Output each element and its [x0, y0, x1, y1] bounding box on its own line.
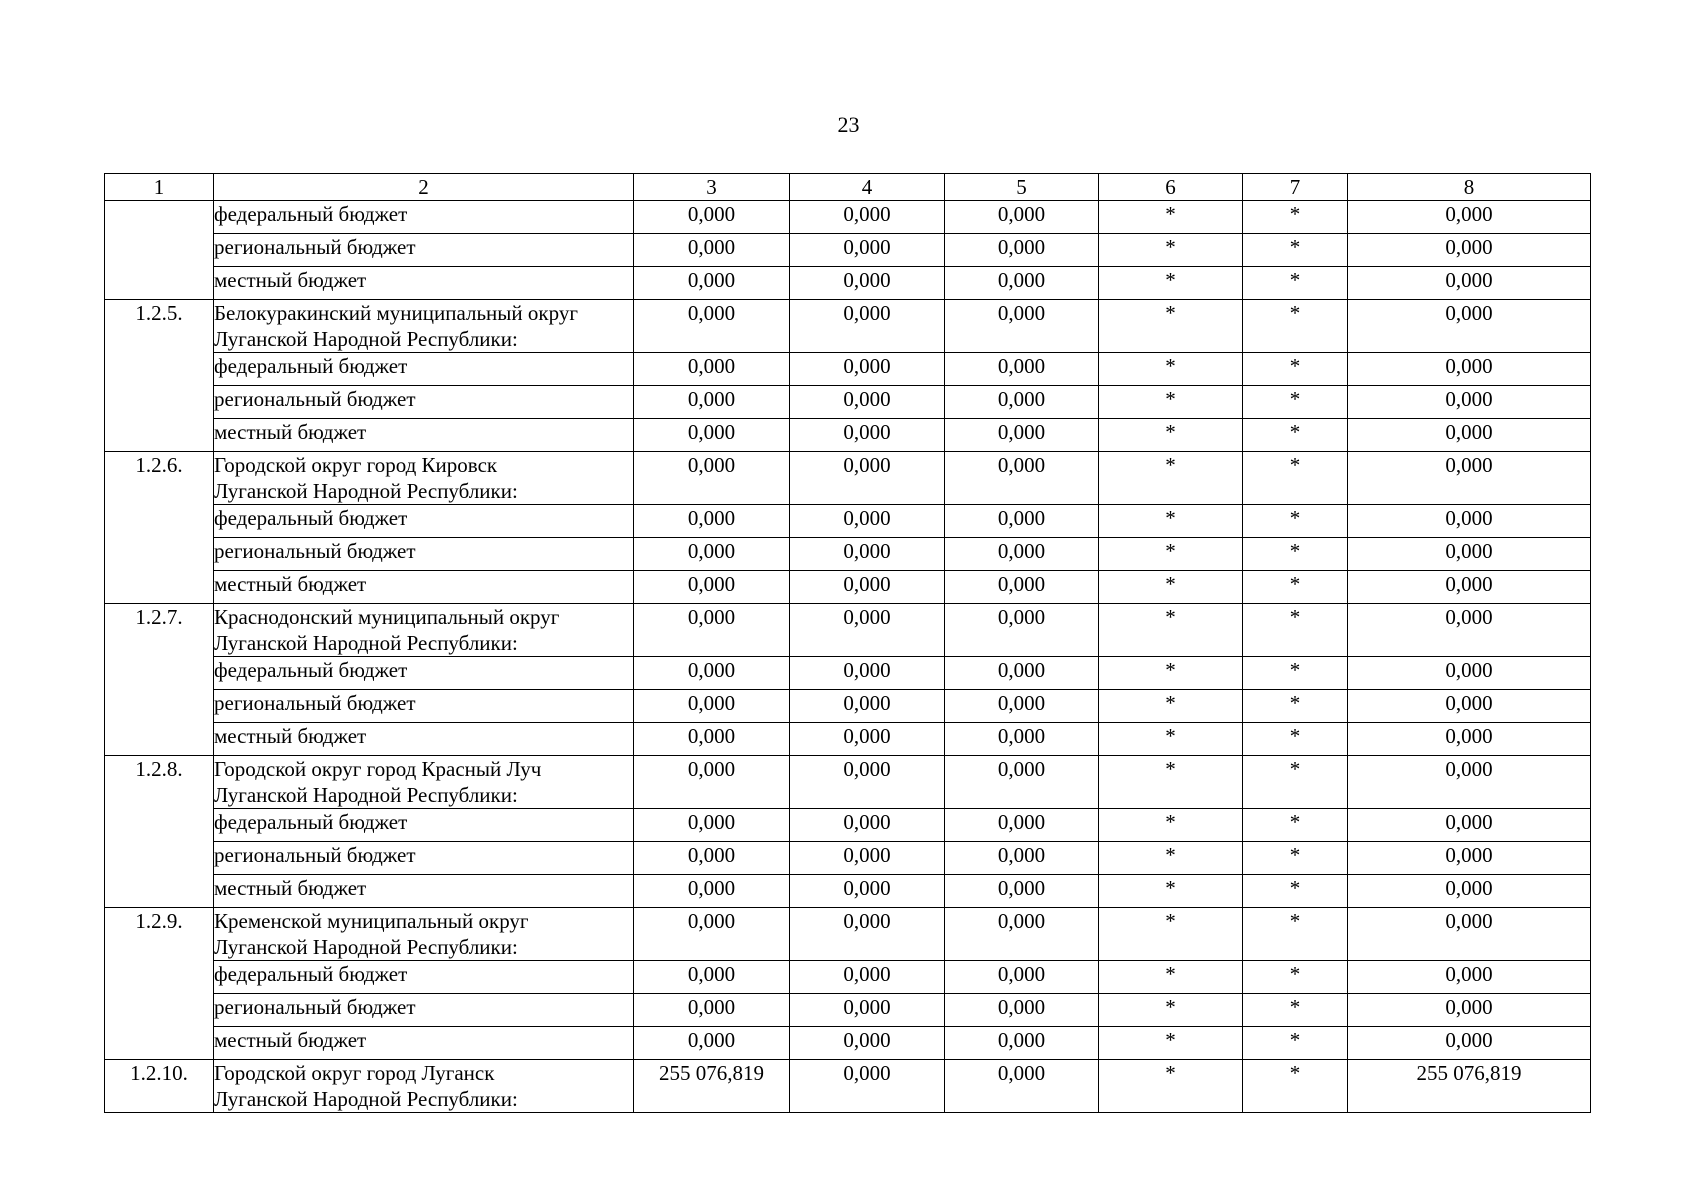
value-cell: 0,000	[790, 1027, 945, 1060]
row-name-cell: федеральный бюджет	[214, 961, 634, 994]
value-cell: *	[1099, 809, 1243, 842]
value-cell: 0,000	[790, 452, 945, 505]
row-number-cell: 1.2.5.	[105, 300, 214, 452]
value-cell: 0,000	[1348, 452, 1591, 505]
value-cell: 0,000	[634, 353, 790, 386]
value-cell: *	[1099, 452, 1243, 505]
row-name-cell: региональный бюджет	[214, 690, 634, 723]
value-cell: 0,000	[945, 809, 1099, 842]
row-name-cell: местный бюджет	[214, 267, 634, 300]
value-cell: 0,000	[634, 604, 790, 657]
value-cell: *	[1099, 842, 1243, 875]
row-name-line: Луганской Народной Республики:	[214, 1087, 518, 1111]
value-cell: 0,000	[1348, 538, 1591, 571]
table-row	[105, 1027, 1591, 1060]
value-cell: 0,000	[945, 604, 1099, 657]
value-cell: *	[1243, 723, 1348, 756]
value-cell: 0,000	[634, 452, 790, 505]
value-cell: 0,000	[790, 961, 945, 994]
row-name-cell: федеральный бюджет	[214, 353, 634, 386]
table-row	[105, 908, 1591, 961]
table-row	[105, 505, 1591, 538]
row-name-cell: местный бюджет	[214, 1027, 634, 1060]
value-cell: 0,000	[790, 994, 945, 1027]
value-cell: *	[1099, 419, 1243, 452]
value-cell: *	[1099, 908, 1243, 961]
value-cell: 0,000	[1348, 961, 1591, 994]
column-header: 8	[1348, 174, 1591, 201]
row-name-cell	[214, 604, 634, 657]
value-cell: 0,000	[945, 657, 1099, 690]
value-cell: *	[1099, 1060, 1243, 1113]
value-cell: *	[1099, 353, 1243, 386]
value-cell: *	[1099, 875, 1243, 908]
value-cell: 0,000	[790, 908, 945, 961]
value-cell: *	[1099, 1027, 1243, 1060]
table-row	[105, 538, 1591, 571]
value-cell: 255 076,819	[634, 1060, 790, 1113]
value-cell: 0,000	[634, 690, 790, 723]
value-cell: 0,000	[634, 657, 790, 690]
column-header: 3	[634, 174, 790, 201]
value-cell: 0,000	[790, 842, 945, 875]
value-cell: 0,000	[945, 908, 1099, 961]
value-cell: 0,000	[634, 908, 790, 961]
value-cell: 0,000	[634, 538, 790, 571]
value-cell: 0,000	[634, 386, 790, 419]
value-cell: 0,000	[945, 875, 1099, 908]
value-cell: 0,000	[790, 386, 945, 419]
value-cell: 0,000	[945, 505, 1099, 538]
value-cell: *	[1099, 201, 1243, 234]
row-name-line: Белокуракинский муниципальный округ	[214, 301, 578, 325]
value-cell: *	[1243, 300, 1348, 353]
value-cell: 0,000	[1348, 386, 1591, 419]
table-row	[105, 571, 1591, 604]
value-cell: 0,000	[634, 875, 790, 908]
table-body	[105, 201, 1591, 1113]
value-cell: *	[1243, 234, 1348, 267]
table-row	[105, 234, 1591, 267]
row-number-cell: 1.2.9.	[105, 908, 214, 1060]
table-row	[105, 961, 1591, 994]
value-cell: 0,000	[634, 994, 790, 1027]
table-row	[105, 419, 1591, 452]
value-cell: *	[1099, 300, 1243, 353]
value-cell: 0,000	[634, 723, 790, 756]
table-row	[105, 723, 1591, 756]
value-cell: *	[1243, 419, 1348, 452]
value-cell: *	[1243, 353, 1348, 386]
column-header: 2	[214, 174, 634, 201]
value-cell: 0,000	[790, 419, 945, 452]
value-cell: 0,000	[634, 961, 790, 994]
value-cell: 0,000	[790, 723, 945, 756]
page-number: 23	[837, 112, 860, 137]
value-cell: *	[1243, 538, 1348, 571]
value-cell: 0,000	[1348, 842, 1591, 875]
value-cell: 255 076,819	[1348, 1060, 1591, 1113]
value-cell: 0,000	[945, 267, 1099, 300]
row-name-line: Краснодонский муниципальный округ	[214, 605, 560, 629]
value-cell: 0,000	[1348, 604, 1591, 657]
value-cell: *	[1243, 1027, 1348, 1060]
value-cell: 0,000	[634, 842, 790, 875]
value-cell: 0,000	[1348, 201, 1591, 234]
column-header: 5	[945, 174, 1099, 201]
value-cell: *	[1243, 452, 1348, 505]
value-cell: 0,000	[634, 419, 790, 452]
row-name-line: Луганской Народной Республики:	[214, 935, 518, 959]
value-cell: 0,000	[634, 1027, 790, 1060]
value-cell: 0,000	[634, 267, 790, 300]
row-name-cell: федеральный бюджет	[214, 505, 634, 538]
value-cell: *	[1243, 1060, 1348, 1113]
row-name-cell	[214, 756, 634, 809]
table-row	[105, 452, 1591, 505]
value-cell: 0,000	[790, 690, 945, 723]
row-name-cell: местный бюджет	[214, 571, 634, 604]
value-cell: 0,000	[634, 300, 790, 353]
value-cell: 0,000	[790, 604, 945, 657]
value-cell: 0,000	[790, 756, 945, 809]
table-row	[105, 353, 1591, 386]
column-header: 1	[105, 174, 214, 201]
value-cell: 0,000	[634, 234, 790, 267]
table-row	[105, 604, 1591, 657]
value-cell: 0,000	[634, 505, 790, 538]
row-name-line: Луганской Народной Республики:	[214, 783, 518, 807]
column-header: 6	[1099, 174, 1243, 201]
row-name-cell: региональный бюджет	[214, 842, 634, 875]
value-cell: 0,000	[945, 994, 1099, 1027]
value-cell: 0,000	[1348, 505, 1591, 538]
row-name-cell: региональный бюджет	[214, 386, 634, 419]
table-row	[105, 386, 1591, 419]
value-cell: 0,000	[1348, 875, 1591, 908]
value-cell: 0,000	[945, 723, 1099, 756]
value-cell: *	[1099, 234, 1243, 267]
value-cell: 0,000	[1348, 657, 1591, 690]
value-cell: *	[1099, 657, 1243, 690]
row-name-cell: местный бюджет	[214, 419, 634, 452]
value-cell: 0,000	[634, 756, 790, 809]
value-cell: *	[1099, 267, 1243, 300]
value-cell: 0,000	[1348, 300, 1591, 353]
value-cell: 0,000	[945, 690, 1099, 723]
value-cell: *	[1243, 908, 1348, 961]
value-cell: 0,000	[1348, 690, 1591, 723]
value-cell: *	[1099, 386, 1243, 419]
row-name-cell	[214, 452, 634, 505]
value-cell: 0,000	[790, 571, 945, 604]
value-cell: 0,000	[634, 201, 790, 234]
value-cell: 0,000	[1348, 267, 1591, 300]
row-number-cell	[105, 201, 214, 300]
value-cell: 0,000	[945, 234, 1099, 267]
row-name-cell: региональный бюджет	[214, 538, 634, 571]
value-cell: 0,000	[1348, 723, 1591, 756]
value-cell: 0,000	[790, 875, 945, 908]
value-cell: *	[1243, 994, 1348, 1027]
value-cell: *	[1243, 690, 1348, 723]
row-number-cell: 1.2.6.	[105, 452, 214, 604]
value-cell: 0,000	[945, 201, 1099, 234]
table-row	[105, 657, 1591, 690]
value-cell: 0,000	[790, 201, 945, 234]
value-cell: 0,000	[1348, 809, 1591, 842]
table-row	[105, 809, 1591, 842]
row-name-line: Городской округ город Кировск	[214, 453, 498, 477]
value-cell: 0,000	[945, 353, 1099, 386]
row-name-cell	[214, 1060, 634, 1113]
value-cell: 0,000	[945, 1060, 1099, 1113]
row-number-cell: 1.2.7.	[105, 604, 214, 756]
row-name-line: Кременской муниципальный округ	[214, 909, 529, 933]
value-cell: *	[1099, 571, 1243, 604]
value-cell: 0,000	[790, 353, 945, 386]
value-cell: 0,000	[634, 571, 790, 604]
row-name-cell: региональный бюджет	[214, 234, 634, 267]
value-cell: 0,000	[790, 538, 945, 571]
value-cell: *	[1243, 505, 1348, 538]
row-name-cell: федеральный бюджет	[214, 809, 634, 842]
row-name-line: Луганской Народной Республики:	[214, 479, 518, 503]
table-row	[105, 994, 1591, 1027]
value-cell: 0,000	[1348, 994, 1591, 1027]
row-name-cell: региональный бюджет	[214, 994, 634, 1027]
table-row	[105, 756, 1591, 809]
value-cell: 0,000	[790, 1060, 945, 1113]
table-header-row	[105, 174, 1591, 201]
value-cell: *	[1243, 201, 1348, 234]
value-cell: *	[1243, 386, 1348, 419]
value-cell: 0,000	[945, 452, 1099, 505]
value-cell: *	[1099, 690, 1243, 723]
value-cell: 0,000	[1348, 908, 1591, 961]
row-name-cell	[214, 908, 634, 961]
table-row	[105, 842, 1591, 875]
value-cell: *	[1099, 994, 1243, 1027]
budget-table	[104, 173, 1591, 1113]
value-cell: 0,000	[945, 419, 1099, 452]
table-row	[105, 875, 1591, 908]
row-name-cell: местный бюджет	[214, 723, 634, 756]
value-cell: *	[1243, 267, 1348, 300]
value-cell: 0,000	[790, 657, 945, 690]
value-cell: 0,000	[945, 756, 1099, 809]
row-name-cell: федеральный бюджет	[214, 657, 634, 690]
value-cell: *	[1243, 756, 1348, 809]
value-cell: 0,000	[1348, 571, 1591, 604]
row-number-cell: 1.2.10.	[105, 1060, 214, 1113]
value-cell: *	[1099, 505, 1243, 538]
value-cell: *	[1099, 538, 1243, 571]
value-cell: 0,000	[634, 809, 790, 842]
value-cell: 0,000	[945, 571, 1099, 604]
value-cell: 0,000	[945, 386, 1099, 419]
value-cell: 0,000	[1348, 756, 1591, 809]
value-cell: 0,000	[945, 1027, 1099, 1060]
value-cell: 0,000	[790, 809, 945, 842]
row-name-line: Городской округ город Красный Луч	[214, 757, 542, 781]
table-row	[105, 201, 1591, 234]
value-cell: *	[1099, 604, 1243, 657]
row-name-cell	[214, 300, 634, 353]
value-cell: *	[1243, 571, 1348, 604]
value-cell: 0,000	[1348, 234, 1591, 267]
row-name-cell: федеральный бюджет	[214, 201, 634, 234]
value-cell: 0,000	[945, 842, 1099, 875]
value-cell: 0,000	[1348, 1027, 1591, 1060]
table-row	[105, 267, 1591, 300]
table-row	[105, 300, 1591, 353]
table-row	[105, 690, 1591, 723]
value-cell: 0,000	[1348, 353, 1591, 386]
value-cell: *	[1243, 875, 1348, 908]
value-cell: *	[1099, 756, 1243, 809]
value-cell: 0,000	[1348, 419, 1591, 452]
table-row	[105, 1060, 1591, 1113]
value-cell: 0,000	[790, 267, 945, 300]
value-cell: *	[1099, 961, 1243, 994]
row-name-cell: местный бюджет	[214, 875, 634, 908]
value-cell: *	[1243, 961, 1348, 994]
value-cell: *	[1243, 604, 1348, 657]
row-name-line: Луганской Народной Республики:	[214, 631, 518, 655]
column-header: 4	[790, 174, 945, 201]
value-cell: 0,000	[790, 505, 945, 538]
row-name-line: Городской округ город Луганск	[214, 1061, 495, 1085]
column-header: 7	[1243, 174, 1348, 201]
value-cell: 0,000	[945, 538, 1099, 571]
value-cell: *	[1243, 657, 1348, 690]
row-name-line: Луганской Народной Республики:	[214, 327, 518, 351]
value-cell: *	[1099, 723, 1243, 756]
value-cell: 0,000	[790, 234, 945, 267]
value-cell: 0,000	[790, 300, 945, 353]
value-cell: 0,000	[945, 961, 1099, 994]
row-number-cell: 1.2.8.	[105, 756, 214, 908]
value-cell: *	[1243, 842, 1348, 875]
value-cell: *	[1243, 809, 1348, 842]
value-cell: 0,000	[945, 300, 1099, 353]
